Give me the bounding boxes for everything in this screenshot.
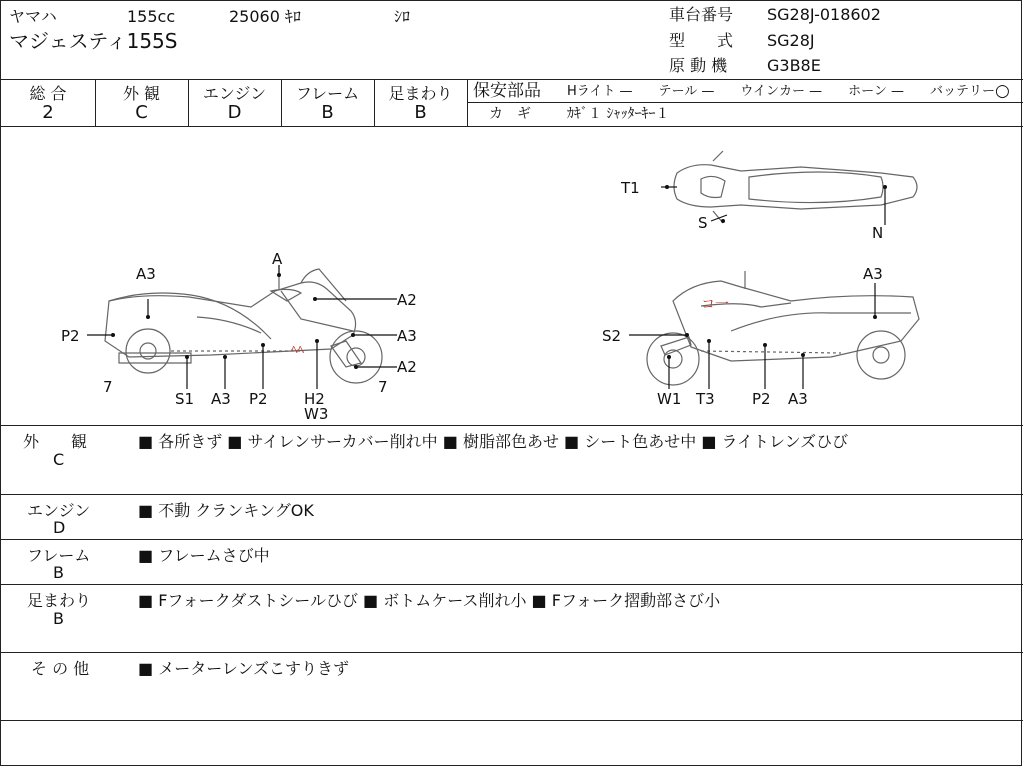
label-s1: S1 bbox=[175, 390, 195, 408]
label-a3-right-bottom: A3 bbox=[788, 390, 808, 408]
type-value: SG28J bbox=[767, 31, 815, 50]
label-a: A bbox=[272, 250, 283, 268]
color: ｼﾛ bbox=[394, 7, 411, 26]
remark-text: ■ 不動 クランキングOK bbox=[138, 501, 314, 520]
grade-label-overall: 総 合 bbox=[29, 84, 67, 103]
label-a3-right-top: A3 bbox=[863, 265, 883, 283]
label-p2-left-bottom: P2 bbox=[249, 390, 268, 408]
label-s2: S2 bbox=[602, 327, 622, 345]
label-a3-left-top: A3 bbox=[136, 265, 156, 283]
grade-label-frame: フレーム bbox=[295, 84, 360, 103]
model-name: マジェスティ155S bbox=[9, 29, 178, 53]
label-t1: T1 bbox=[621, 179, 640, 197]
grade-bottom-rule bbox=[1, 126, 1023, 127]
right-scooter-body bbox=[673, 281, 919, 361]
diagram-bottom-rule bbox=[1, 425, 1023, 426]
remark-text: ■ 各所きず ■ サイレンサーカバー削れ中 ■ 樹脂部色あせ ■ シート色あせ中 ■ ライトレンズひび bbox=[138, 432, 849, 451]
label-a3-left-mid: A3 bbox=[397, 327, 417, 345]
grade-label-suspension: 足まわり bbox=[388, 84, 453, 103]
remark-grade: D bbox=[53, 518, 66, 537]
safety-label: 保安部品 bbox=[473, 81, 541, 101]
grade-value-frame: B bbox=[321, 102, 334, 123]
maker: ヤマハ bbox=[9, 7, 57, 26]
label-a3-left-bottom: A3 bbox=[211, 390, 231, 408]
remark-grade: C bbox=[53, 450, 65, 469]
remark-label: 外 観 bbox=[23, 432, 88, 451]
label-p2-right: P2 bbox=[752, 390, 771, 408]
battery-mark: ○ bbox=[995, 81, 1010, 101]
remark-text: ■ Fフォークダストシールひび ■ ボトムケース削れ小 ■ Fフォーク摺動部さび小 bbox=[138, 591, 721, 610]
label-t3: T3 bbox=[696, 390, 715, 408]
remark-grade: B bbox=[53, 609, 64, 628]
label-7-left: 7 bbox=[103, 378, 113, 396]
remark-label: フレーム bbox=[27, 546, 91, 565]
remark-rule bbox=[1, 539, 1023, 540]
remark-label: エンジン bbox=[27, 501, 91, 520]
remark-rule bbox=[1, 584, 1023, 585]
mileage: 25060 ｷﾛ bbox=[229, 7, 301, 26]
grade-value-suspension: B bbox=[414, 102, 427, 123]
top-scooter-outline bbox=[674, 165, 917, 209]
remark-label: 足まわり bbox=[27, 591, 92, 610]
remark-rule bbox=[1, 652, 1023, 653]
remark-rule bbox=[1, 494, 1023, 495]
remark-text: ■ メーターレンズこすりきず bbox=[138, 659, 350, 678]
label-a2-left-bottom: A2 bbox=[397, 358, 417, 376]
label-s: S bbox=[698, 214, 708, 232]
type-label: 型 式 bbox=[669, 31, 734, 50]
grade-label-engine: エンジン bbox=[202, 84, 267, 103]
safety-items: Hライト — テール — ウインカー — ホーン — バッテリー bbox=[567, 84, 996, 99]
key-row-rule bbox=[467, 102, 1023, 103]
label-w3: W3 bbox=[304, 405, 329, 423]
grade-top-rule bbox=[1, 79, 1023, 80]
label-h2: H2 bbox=[304, 390, 325, 408]
frame-no-label: 車台番号 bbox=[669, 5, 734, 24]
label-w1: W1 bbox=[657, 390, 682, 408]
grade-divider bbox=[467, 79, 468, 126]
key-value: ｶｷﾞ１ ｼｬｯﾀｰｷｰ１ bbox=[567, 106, 670, 122]
damage-mark-left: ﾍﾍ bbox=[291, 343, 304, 358]
engine-label: 原 動 機 bbox=[669, 56, 728, 75]
frame-no: SG28J-018602 bbox=[767, 5, 881, 24]
key-label: カ ギ bbox=[489, 106, 531, 122]
grade-value-overall: 2 bbox=[42, 102, 54, 123]
grade-label-appearance: 外 観 bbox=[122, 84, 161, 103]
label-n: N bbox=[872, 224, 884, 242]
grade-value-appearance: C bbox=[135, 102, 148, 123]
left-scooter-body bbox=[105, 282, 356, 357]
label-a2-left-top: A2 bbox=[397, 291, 417, 309]
remark-grade: B bbox=[53, 563, 64, 582]
label-p2-left: P2 bbox=[61, 327, 80, 345]
remark-label: そ の 他 bbox=[31, 659, 90, 678]
displacement: 155cc bbox=[127, 7, 176, 26]
label-7-right: 7 bbox=[378, 378, 388, 396]
grade-value-engine: D bbox=[227, 102, 242, 123]
damage-mark-right: コ一 bbox=[701, 297, 729, 313]
remark-rule bbox=[1, 720, 1023, 721]
engine-value: G3B8E bbox=[767, 56, 821, 75]
remark-text: ■ フレームさび中 bbox=[138, 546, 270, 565]
